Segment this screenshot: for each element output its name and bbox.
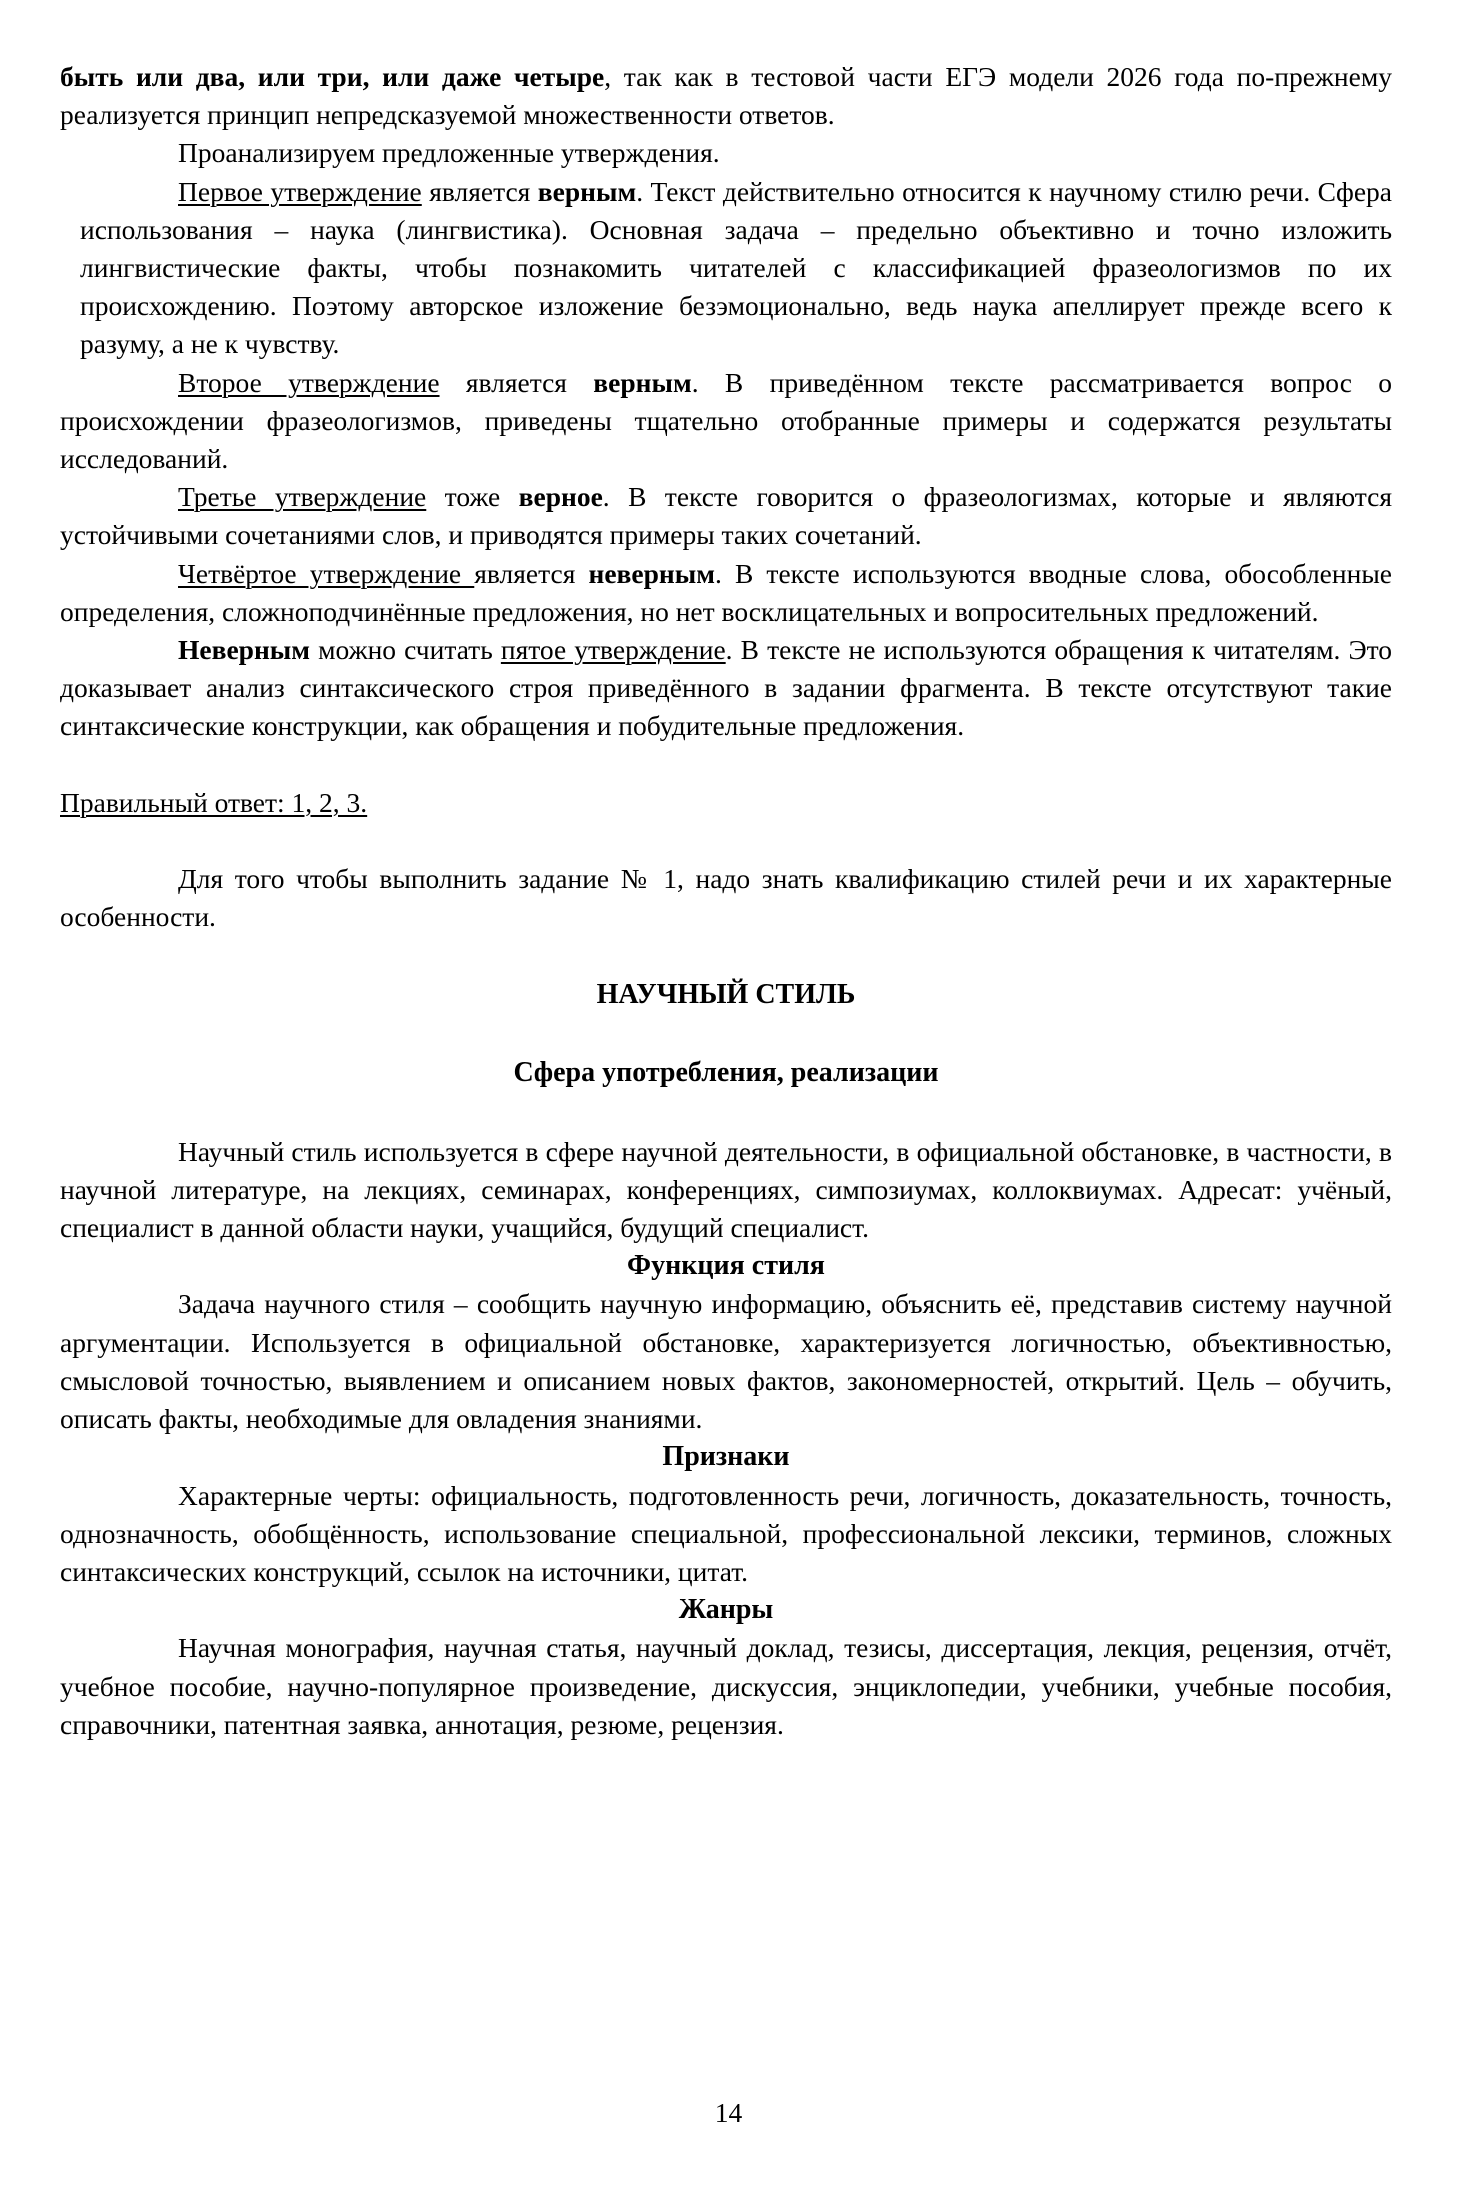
spacer [60,1014,1392,1054]
spacer [60,746,1392,784]
paragraph-statement-5 [60,631,1392,746]
spacer [60,936,1392,976]
verdict-bold: верным [537,175,637,207]
verdict-bold: неверным [588,557,715,589]
paragraph-intro [60,58,1392,134]
page-number: 14 [714,2097,743,2128]
verdict-bold: верным [593,366,692,398]
subsection-text-sphere: Научный стиль используется в сфере научной деятельности, в официальной обстановке, в частности, в научной литературе, на лекциях, семинарах, конференциях, симпозиумах, коллоквиумах. Адресат: учёный, специалист в данной области науки, учащийся, будущий специалист. [60,1135,1392,1244]
verdict-bold: верное [518,481,603,513]
statement-3-label: Третье утверждение [178,481,427,513]
spacer [60,822,1392,860]
connector-text: тоже [426,481,519,513]
paragraph-text: . В тексте говорится о фразеологизмах, которые и являются устойчивыми сочетаниями слов, и приводятся примеры таких сочетаний. [60,481,1392,551]
paragraph-analysis-intro: Проанализируем предложенные утверждения. [178,137,720,169]
correct-answer [60,784,1392,822]
subsection-title-features: Признаки [662,1441,790,1473]
section-title: НАУЧНЫЙ СТИЛЬ [596,979,856,1011]
subsection-text-function: Задача научного стиля – сообщить научную информацию, объяснить её, представив систему научной аргументации. Используется в официальной обстановке, характеризуется логичностью, объективностью, смысловой точностью, выявлением и описанием новых фактов, закономерностей, открытий. Цель – обучить, описать факты, необходимые для овладения знаниями. [60,1288,1392,1435]
subsection-title-function: Функция стиля [627,1250,825,1282]
paragraph-statement-4 [60,555,1392,631]
paragraph-statement-2 [60,364,1392,479]
statement-1-label: Первое утверждение [178,175,422,207]
subsection-text-genres: Научная монография, научная статья, научный доклад, тезисы, диссертация, лекция, рецензия, отчёт, учебное пособие, научно-популярное произведение, дискуссия, энциклопедии, учебники, учебные пособия, справочники, патентная заявка, аннотация, резюме, рецензия. [60,1632,1392,1740]
subsection-title-sphere: Сфера употребления, реализации [513,1057,939,1089]
statement-4-label: Четвёртое утверждение [178,557,475,589]
connector-text: является [439,366,594,398]
statement-5-label: пятое утверждение [500,634,726,666]
paragraph-text: . В тексте используются вводные слова, обособленные определения, сложноподчинённые предложения, но нет восклицательных и вопросительных предложений. [60,557,1392,627]
paragraph-statement-3 [60,478,1392,554]
subsection-text-features: Характерные черты: официальность, подготовленность речи, логичность, доказательность, точность, однозначность, обобщённость, использование специальной, профессиональной лексики, терминов, сложных синтаксических конструкций, ссылок на источники, цитат. [60,1479,1392,1587]
paragraph-text: . В приведённом тексте рассматривается вопрос о происхождении фразеологизмов, приведены тщательно отобранные примеры и содержатся результаты исследований. [60,366,1392,475]
correct-answer-text: Правильный ответ: 1, 2, 3. [60,786,368,818]
spacer [60,1093,1392,1133]
document-page [60,58,1392,1744]
paragraph-text: , так как в тестовой части ЕГЭ модели 2026 года по-прежнему реализуется принцип непредсказуемой множественности ответов. [60,61,1392,131]
verdict-bold: Неверным [178,634,310,666]
paragraph-text: . Текст действительно относится к научному стилю речи. Сфера использования – наука (лингвистика). Основная задача – предельно объективно и точно изложить лингвистические факты, чтобы познакомить читателей с классификацией фразеологизмов по их происхождению. Поэтому авторское изложение безэмоционально, ведь наука апеллирует прежде всего к разуму, а не к чувству. [80,175,1392,360]
bold-lead: быть или два, или три, или даже четыре [60,61,605,92]
paragraph-statement-1 [60,173,1392,364]
subsection-title-genres: Жанры [678,1594,774,1626]
paragraph-task-note: Для того чтобы выполнить задание № 1, надо знать квалификацию стилей речи и их характерные особенности. [60,862,1392,933]
statement-2-label: Второе утверждение [178,366,440,398]
connector-text: можно считать [310,634,501,666]
connector-text: является [421,175,538,207]
connector-text: является [474,557,589,589]
paragraph-text: . В тексте не используются обращения к читателям. Это доказывает анализ синтаксического строя приведённого в задании фрагмента. В тексте отсутствуют такие синтаксические конструкции, как обращения и побудительные предложения. [60,634,1393,742]
